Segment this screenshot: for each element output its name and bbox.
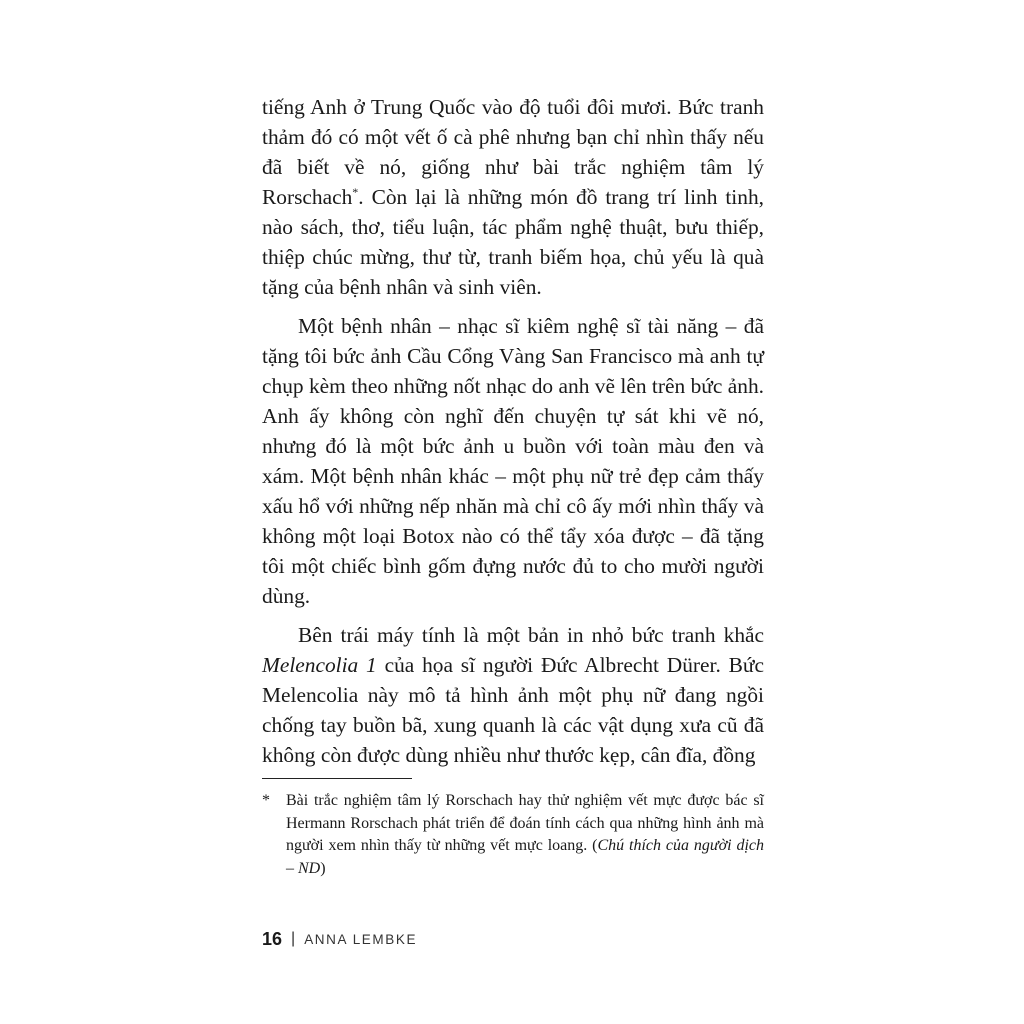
paragraph-3-text-before: Bên trái máy tính là một bản in nhỏ bức tranh khắc [298, 623, 764, 647]
paragraph-1-text-after: . Còn lại là những món đồ trang trí linh tinh, nào sách, thơ, tiểu luận, tác phẩm nghệ thuật, bưu thiếp, thiệp chúc mừng, thư từ, tranh biếm họa, chủ yếu là quà tặng của bệnh nhân và sinh viên. [262, 185, 764, 299]
footnote-mark: * [262, 792, 270, 809]
paragraph-1 [262, 92, 764, 302]
footnote-divider [262, 778, 412, 779]
paragraph-2: Một bệnh nhân – nhạc sĩ kiêm nghệ sĩ tài năng – đã tặng tôi bức ảnh Cầu Cổng Vàng San Francisco mà anh tự chụp kèm theo những nốt nhạc do anh vẽ lên trên bức ảnh. Anh ấy không còn nghĩ đến chuyện tự sát khi vẽ nó, nhưng đó là một bức ảnh u buồn với toàn màu đen và xám. Một bệnh nhân khác – một phụ nữ trẻ đẹp cảm thấy xấu hổ với những nếp nhăn mà chỉ cô ấy mới nhìn thấy và không một loại Botox nào có thể tẩy xóa được – đã tặng tôi một chiếc bình gốm đựng nước đủ to cho mười người dùng. [262, 314, 764, 608]
paragraph-1-text: tiếng Anh ở Trung Quốc vào độ tuổi đôi mươi. Bức tranh thảm đó có một vết ố cà phê nhưng bạn chỉ nhìn thấy nếu đã biết về nó, giống như bài trắc nghiệm tâm lý Rorschach [262, 95, 764, 209]
paragraph-3-text-after: của họa sĩ người Đức Albrecht Dürer. Bức Melencolia này mô tả hình ảnh một phụ nữ đang ngồi chống tay buồn bã, xung quanh là các vật dụng xưa cũ đã không còn được dùng nhiều như thước kẹp, cân đĩa, đồng [262, 653, 765, 767]
footnote-body: Bài trắc nghiệm tâm lý Rorschach hay thử nghiệm vết mực được bác sĩ Hermann Rorschach phát triển để đoán tính cách qua những hình ảnh mà người xem nhìn thấy từ những vết mực loang. ( [286, 792, 764, 854]
footnote-text [286, 790, 764, 880]
page-footer [262, 928, 417, 950]
footer-separator: | [291, 930, 296, 947]
running-author: ANNA LEMBKE [304, 931, 418, 947]
footnote-reference: * [352, 184, 359, 199]
footnote-translator-note: Chú thích của người dịch – ND [286, 837, 765, 877]
artwork-title: Melencolia 1 [262, 653, 377, 677]
body-text [262, 92, 764, 770]
footnote [262, 790, 764, 880]
footnote-closing: ) [320, 859, 326, 877]
paragraph-3 [262, 620, 764, 770]
page-number: 16 [262, 928, 283, 949]
page-body [262, 92, 764, 770]
